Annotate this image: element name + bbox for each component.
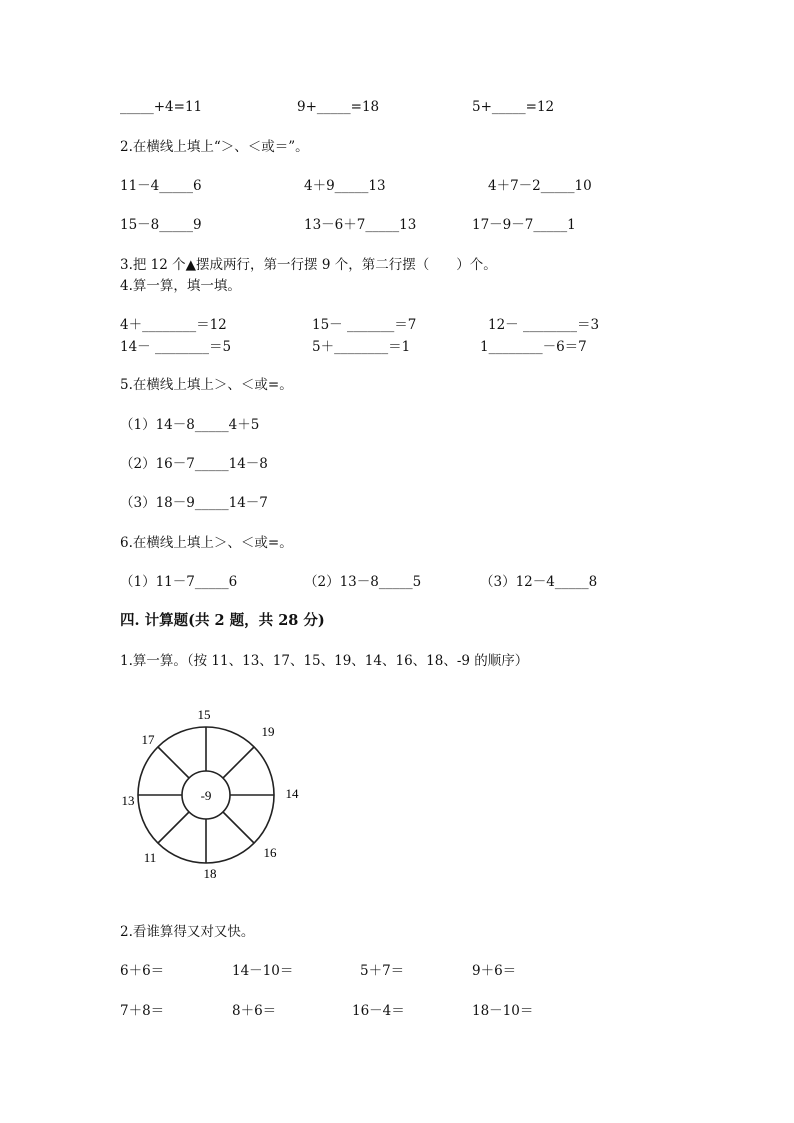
compare-item: （2）13－8_____5 <box>304 574 422 590</box>
question-4-title: 4.算一算，填一填。 <box>120 278 241 294</box>
compare-item: 11－4_____6 <box>120 178 202 194</box>
wheel-label-top: 15 <box>197 707 211 722</box>
compare-item: 4＋9_____13 <box>304 178 386 194</box>
compare-item: （3）18－9_____14－7 <box>120 495 268 511</box>
wheel-label-top-left: 17 <box>141 732 155 747</box>
oral-calc-item: 14－10＝ <box>232 963 294 979</box>
oral-calc-item: 18－10＝ <box>472 1003 534 1019</box>
section-heading: 四. 计算题(共 2 题，共 28 分) <box>120 612 325 629</box>
fill-blank-equation: _____+4=11 <box>120 99 203 115</box>
compare-item: （3）12－4_____8 <box>480 574 598 590</box>
wheel-label-bottom-left: 11 <box>143 850 157 865</box>
fill-blank-equation: 15－ _______＝7 <box>312 317 417 333</box>
oral-calc-item: 8＋6＝ <box>232 1003 277 1019</box>
calculation-wheel-figure <box>118 702 304 880</box>
oral-calc-item: 16－4＝ <box>352 1003 405 1019</box>
wheel-label-left: 13 <box>121 793 135 808</box>
compare-item: 13－6＋7_____13 <box>304 217 417 233</box>
wheel-center-label: -9 <box>200 788 212 803</box>
fill-blank-equation: 9+_____=18 <box>297 99 380 115</box>
compare-item: 17－9－7_____1 <box>472 217 576 233</box>
compare-item: 4＋7－2_____10 <box>488 178 592 194</box>
question-5-title: 5.在横线上填上＞、＜或=。 <box>120 377 293 393</box>
wheel-label-right: 14 <box>285 786 299 801</box>
fill-blank-equation: 5＋________＝1 <box>312 339 411 355</box>
oral-calc-item: 5＋7＝ <box>360 963 405 979</box>
wheel-label-top-right: 19 <box>261 724 275 739</box>
compare-item: （1）14－8_____4＋5 <box>120 417 260 433</box>
compare-item: （1）11－7_____6 <box>120 574 238 590</box>
calc-2-title: 2.看谁算得又对又快。 <box>120 924 255 940</box>
oral-calc-item: 7＋8＝ <box>120 1003 165 1019</box>
wheel-label-bottom: 18 <box>203 866 217 880</box>
wheel-label-bottom-right: 16 <box>263 845 277 860</box>
oral-calc-item: 9＋6＝ <box>472 963 517 979</box>
fill-blank-equation: 5+_____=12 <box>472 99 555 115</box>
fill-blank-equation: 12－ ________＝3 <box>488 317 600 333</box>
compare-item: （2）16－7_____14－8 <box>120 456 268 472</box>
fill-blank-equation: 4＋________＝12 <box>120 317 227 333</box>
question-2-title: 2.在横线上填上“＞、＜或＝”。 <box>120 139 309 155</box>
compare-item: 15－8_____9 <box>120 217 202 233</box>
question-6-title: 6.在横线上填上＞、＜或=。 <box>120 535 293 551</box>
calc-1-title: 1.算一算。（按 11、13、17、15、19、14、16、18、-9 的顺序） <box>120 653 529 669</box>
fill-blank-equation: 1________－6＝7 <box>480 339 587 355</box>
fill-blank-equation: 14－ ________＝5 <box>120 339 232 355</box>
oral-calc-item: 6＋6＝ <box>120 963 165 979</box>
question-3-title: 3.把 12 个▲摆成两行，第一行摆 9 个，第二行摆（ ）个。 <box>120 257 497 273</box>
